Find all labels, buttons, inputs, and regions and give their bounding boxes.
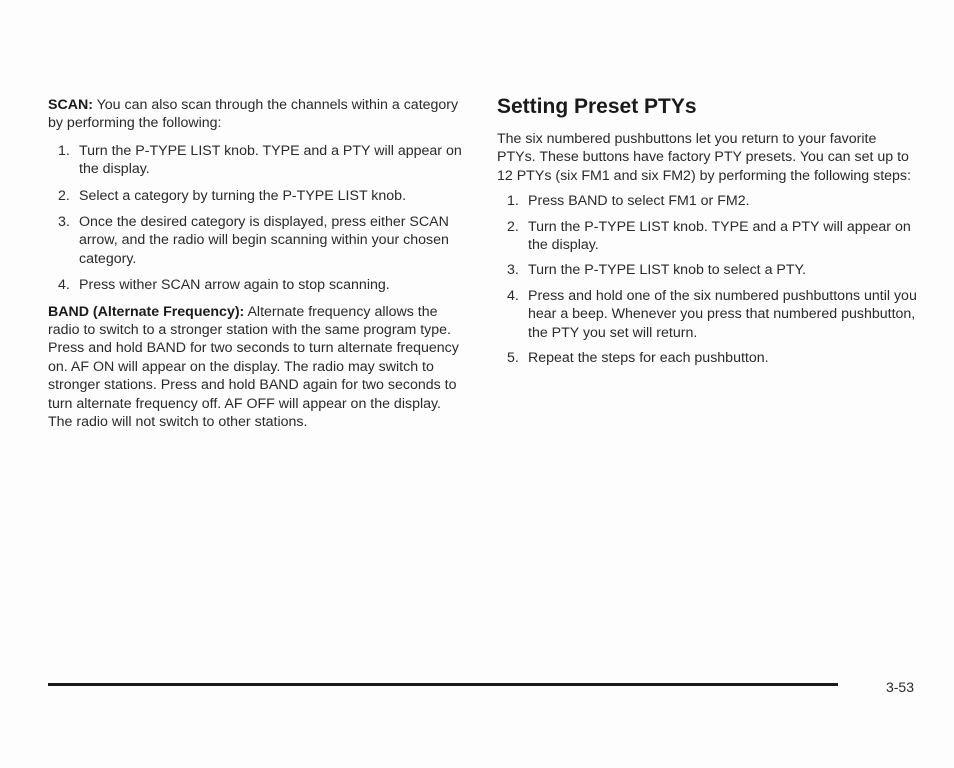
- list-item: [497, 261, 917, 279]
- step-text: Once the desired category is displayed, press either SCAN arrow, and the radio will begin scanning within your chosen category.: [79, 214, 449, 267]
- list-item: [48, 142, 468, 179]
- list-item: [497, 192, 917, 210]
- list-item: [48, 187, 468, 205]
- step-number: 1.: [507, 193, 519, 210]
- step-text: Select a category by turning the P-TYPE LIST knob.: [79, 187, 407, 204]
- step-number: 4.: [507, 287, 519, 304]
- preset-steps-list: [497, 192, 917, 367]
- footer-rule: [48, 683, 838, 686]
- band-text: Alternate frequency allows the radio to switch to a stronger station with the same program type. Press and hold BAND for two seconds to turn alternate frequency on. AF ON will appear on the display. The radio may switch to stronger stations. Press and hold BAND again for two seconds to turn alternate frequency off. AF OFF will appear on the display. The radio will not switch to other stations.: [48, 303, 459, 431]
- step-number: 4.: [58, 277, 70, 294]
- step-number: 3.: [58, 214, 70, 231]
- step-number: 2.: [58, 187, 70, 204]
- list-item: [48, 276, 468, 294]
- step-text: Press wither SCAN arrow again to stop scanning.: [79, 277, 390, 294]
- list-item: [497, 349, 917, 367]
- step-text: Repeat the steps for each pushbutton.: [528, 350, 769, 367]
- scan-paragraph: [48, 96, 468, 133]
- right-column: [497, 94, 917, 374]
- intro-paragraph: The six numbered pushbuttons let you return to your favorite PTYs. These buttons have factory PTY presets. You can set up to 12 PTYs (six FM1 and six FM2) by performing the following steps:: [497, 131, 911, 184]
- scan-lead: SCAN:: [48, 97, 93, 113]
- band-lead: BAND (Alternate Frequency):: [48, 303, 245, 320]
- list-item: [48, 213, 468, 268]
- step-number: 3.: [507, 262, 519, 279]
- page-number: 3-53: [885, 679, 914, 695]
- left-column: [48, 96, 468, 432]
- scan-steps-list: [48, 142, 468, 295]
- step-text: Turn the P-TYPE LIST knob. TYPE and a PTY will appear on the display.: [528, 218, 911, 254]
- list-item: [497, 218, 917, 255]
- step-number: 1.: [58, 142, 70, 159]
- scan-text: You can also scan through the channels within a category by performing the following:: [48, 97, 459, 132]
- step-number: 5.: [507, 350, 519, 367]
- step-text: Turn the P-TYPE LIST knob. TYPE and a PTY will appear on the display.: [79, 142, 462, 178]
- band-paragraph: [48, 303, 468, 432]
- step-number: 2.: [507, 218, 519, 235]
- section-heading: Setting Preset PTYs: [497, 95, 697, 118]
- list-item: [497, 287, 917, 342]
- step-text: Press and hold one of the six numbered pushbuttons until you hear a beep. Whenever you press that numbered pushbutton, the PTY you set will return.: [528, 287, 917, 341]
- step-text: Turn the P-TYPE LIST knob to select a PTY.: [528, 262, 807, 279]
- step-text: Press BAND to select FM1 or FM2.: [528, 193, 750, 210]
